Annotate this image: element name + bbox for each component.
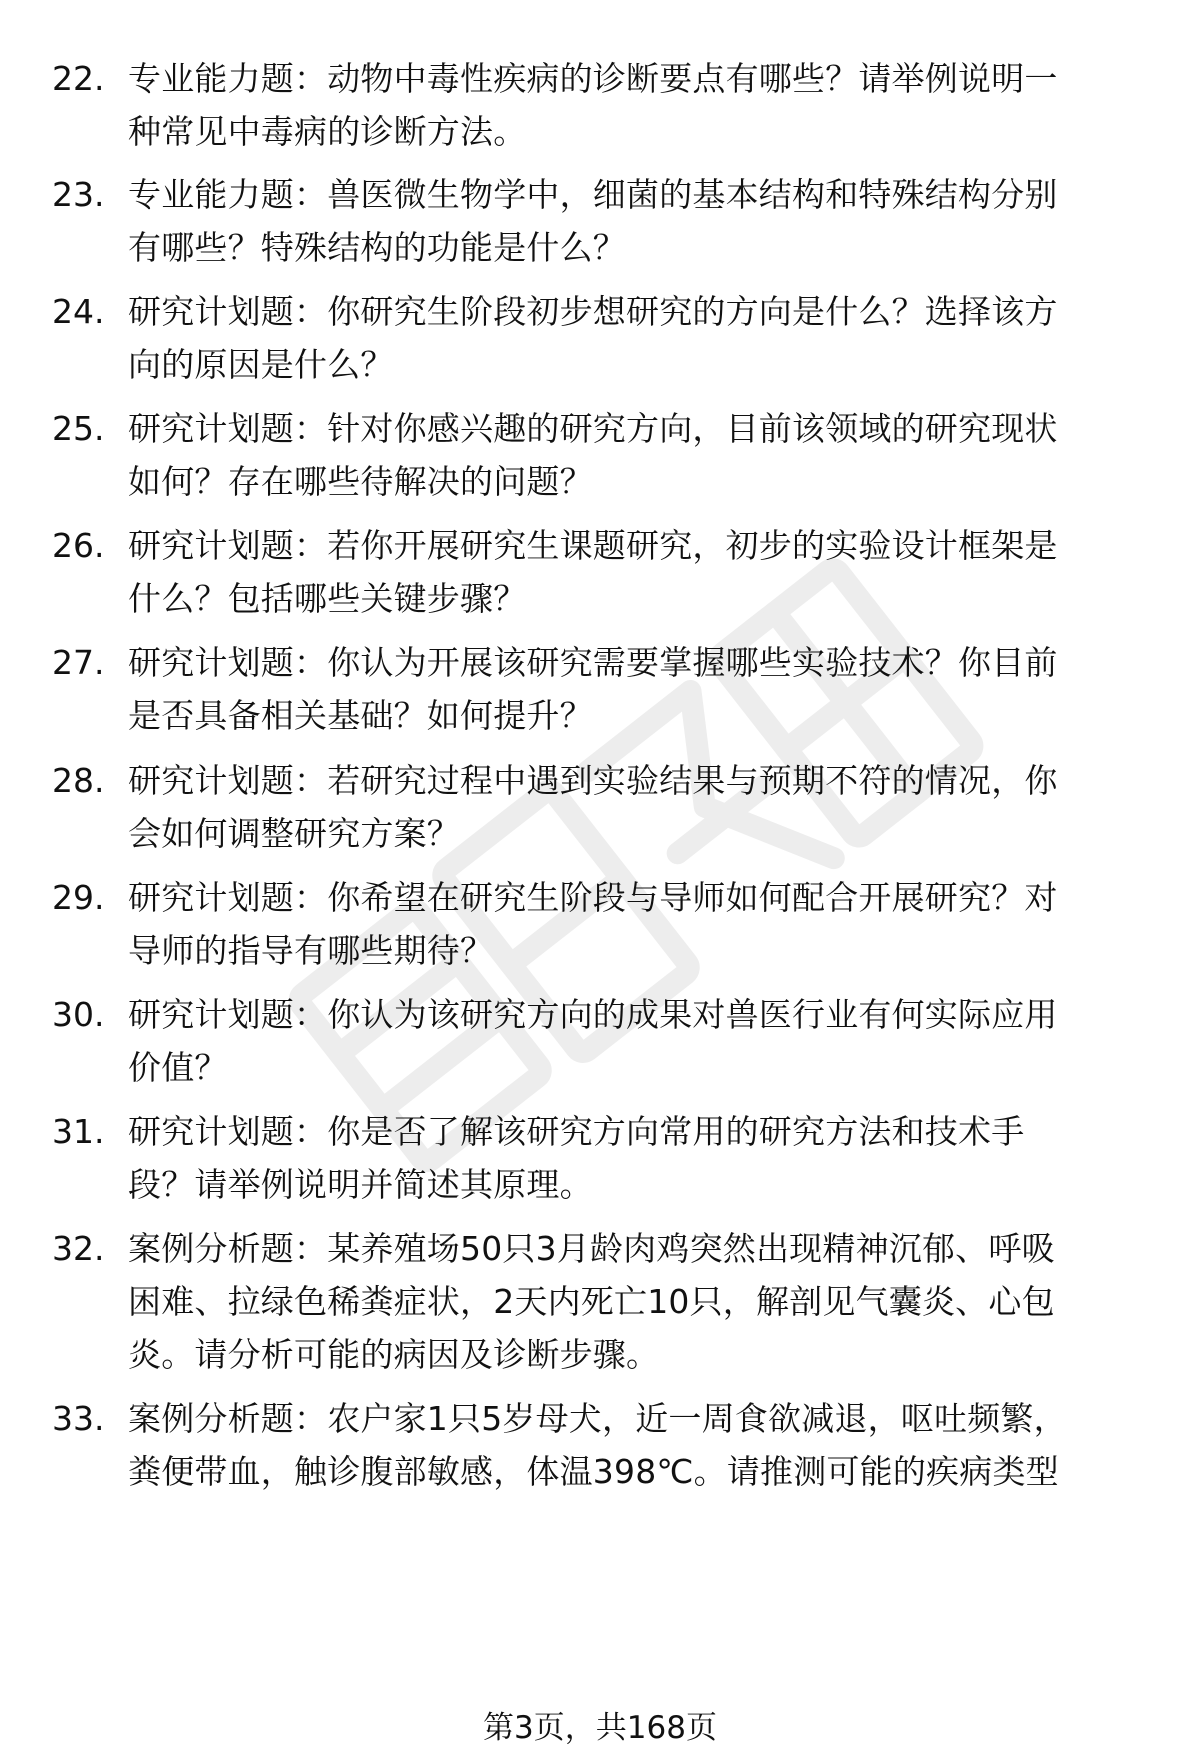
question-line: 种常见中毒病的诊断方法。 — [128, 112, 527, 151]
question-number: 28. — [52, 761, 105, 800]
question-text — [128, 519, 1138, 625]
question-number: 27. — [52, 643, 105, 682]
question-text — [128, 52, 1138, 158]
page-number-label: 第3页，共168页 — [483, 1710, 717, 1746]
question-number: 22. — [52, 59, 105, 98]
question-line: 有哪些？特殊结构的功能是什么？ — [128, 228, 626, 267]
question-line: 研究计划题：你研究生阶段初步想研究的方向是什么？选择该方 — [128, 292, 1058, 331]
question-text — [128, 1392, 1138, 1498]
question-line: 如何？存在哪些待解决的问题？ — [128, 462, 593, 501]
question-number: 30. — [52, 995, 105, 1034]
question-line: 炎。请分析可能的病因及诊断步骤。 — [128, 1335, 660, 1374]
question-number: 25. — [52, 409, 105, 448]
question-line: 研究计划题：你是否了解该研究方向常用的研究方法和技术手 — [128, 1112, 1025, 1151]
question-line: 困难、拉绿色稀粪症状，2天内死亡10只，解剖见气囊炎、心包 — [128, 1282, 1055, 1321]
question-line: 研究计划题：若你开展研究生课题研究，初步的实验设计框架是 — [128, 526, 1058, 565]
question-line: 研究计划题：你认为该研究方向的成果对兽医行业有何实际应用 — [128, 995, 1058, 1034]
question-text — [128, 1222, 1138, 1381]
question-text — [128, 1105, 1138, 1211]
question-line: 研究计划题：你认为开展该研究需要掌握哪些实验技术？你目前 — [128, 643, 1058, 682]
question-number: 33. — [52, 1399, 105, 1438]
question-number: 29. — [52, 878, 105, 917]
question-line: 什么？包括哪些关键步骤？ — [128, 579, 527, 618]
question-text — [128, 754, 1138, 860]
question-line: 向的原因是什么？ — [128, 345, 394, 384]
question-number: 31. — [52, 1112, 105, 1151]
question-line: 专业能力题：动物中毒性疾病的诊断要点有哪些？请举例说明一 — [128, 59, 1058, 98]
question-line: 会如何调整研究方案？ — [128, 814, 460, 853]
question-number: 23. — [52, 175, 105, 214]
question-line: 粪便带血，触诊腹部敏感，体温398℃。请推测可能的疾病类型 — [128, 1452, 1059, 1491]
question-line: 案例分析题：农户家1只5岁母犬，近一周食欲减退，呕吐频繁， — [128, 1399, 1067, 1438]
question-line: 是否具备相关基础？如何提升？ — [128, 696, 593, 735]
question-line: 专业能力题：兽医微生物学中，细菌的基本结构和特殊结构分别 — [128, 175, 1058, 214]
question-text — [128, 168, 1138, 274]
question-number: 24. — [52, 292, 105, 331]
question-line: 价值？ — [128, 1048, 228, 1087]
question-number: 26. — [52, 526, 105, 565]
question-text — [128, 402, 1138, 508]
question-line: 导师的指导有哪些期待？ — [128, 931, 494, 970]
question-text — [128, 285, 1138, 391]
question-text — [128, 871, 1138, 977]
question-number: 32. — [52, 1229, 105, 1268]
question-line: 案例分析题：某养殖场50只3月龄肉鸡突然出现精神沉郁、呼吸 — [128, 1229, 1055, 1268]
page-footer — [0, 1706, 1200, 1750]
question-line: 研究计划题：你希望在研究生阶段与导师如何配合开展研究？对 — [128, 878, 1058, 917]
question-line: 研究计划题：若研究过程中遇到实验结果与预期不符的情况，你 — [128, 761, 1058, 800]
question-text — [128, 988, 1138, 1094]
question-line: 研究计划题：针对你感兴趣的研究方向，目前该领域的研究现状 — [128, 409, 1058, 448]
question-text — [128, 636, 1138, 742]
question-line: 段？请举例说明并简述其原理。 — [128, 1165, 593, 1204]
